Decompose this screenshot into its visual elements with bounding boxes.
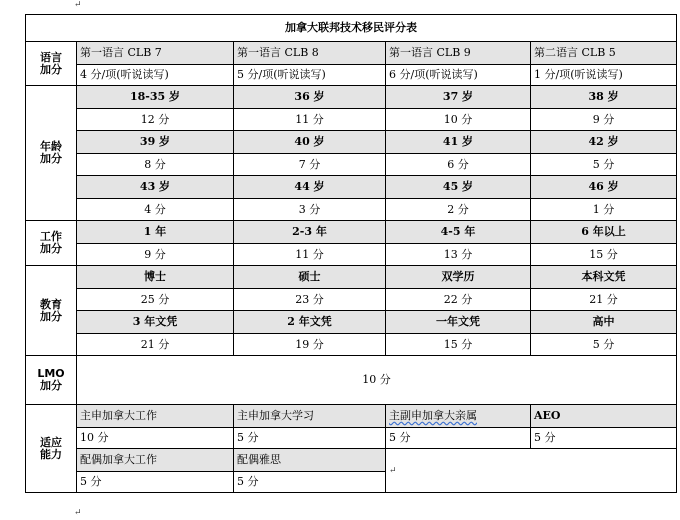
adaptability-score-cell: 5 分 [386, 428, 531, 449]
work-years-cell: 2-3 年 [234, 221, 386, 244]
age-label-line2: 加分 [40, 152, 62, 165]
paragraph-mark-cell: ↵ [389, 466, 397, 476]
age-cell: 41 岁 [386, 131, 531, 154]
language-label-line1: 语言 [40, 50, 62, 64]
age-score-cell: 12 分 [77, 109, 234, 131]
adaptability-item-cell: 配偶雅思 [234, 449, 386, 472]
adaptability-item-cell: 主申加拿大学习 [234, 405, 386, 428]
work-label-line2: 加分 [40, 242, 62, 255]
age-score-cell: 5 分 [531, 154, 677, 176]
adaptability-score-cell: 5 分 [234, 472, 386, 493]
education-score-cell: 21 分 [77, 334, 234, 356]
age-cell: 37 岁 [386, 86, 531, 109]
adaptability-label [26, 405, 77, 493]
work-label-line1: 工作 [40, 230, 62, 243]
age-cell: 45 岁 [386, 176, 531, 199]
score-table [25, 14, 677, 493]
education-score-cell: 23 分 [234, 289, 386, 311]
adaptability-score-cell: 10 分 [77, 428, 234, 449]
adaptability-item-cell [386, 405, 531, 428]
work-score-cell: 15 分 [531, 244, 677, 266]
lmo-label [26, 356, 77, 405]
language-label-line2: 加分 [40, 62, 62, 76]
age-score-cell: 6 分 [386, 154, 531, 176]
lmo-score-cell: 10 分 [77, 356, 677, 405]
education-level-cell: 2 年文凭 [234, 311, 386, 334]
age-cell: 46 岁 [531, 176, 677, 199]
education-score-cell: 22 分 [386, 289, 531, 311]
adaptability-item-cell: 配偶加拿大工作 [77, 449, 234, 472]
age-score-cell: 4 分 [77, 199, 234, 221]
work-years-cell: 4-5 年 [386, 221, 531, 244]
age-cell: 42 岁 [531, 131, 677, 154]
language-header-cell: 第一语言 CLB 8 [234, 42, 386, 65]
adaptability-item-cell: 主申加拿大工作 [77, 405, 234, 428]
education-label-line2: 加分 [40, 309, 62, 323]
age-score-cell: 3 分 [234, 199, 386, 221]
adaptability-empty-cell [386, 449, 677, 493]
age-score-cell: 7 分 [234, 154, 386, 176]
adaptability-item-text: 主副申加拿大亲属 [389, 409, 477, 422]
age-cell: 39 岁 [77, 131, 234, 154]
education-score-cell: 19 分 [234, 334, 386, 356]
age-score-cell: 10 分 [386, 109, 531, 131]
education-label-line1: 教育 [40, 297, 62, 311]
language-header-cell: 第二语言 CLB 5 [531, 42, 677, 65]
education-score-cell: 25 分 [77, 289, 234, 311]
work-years-cell: 1 年 [77, 221, 234, 244]
work-years-cell: 6 年以上 [531, 221, 677, 244]
language-header-cell: 第一语言 CLB 9 [386, 42, 531, 65]
language-score-cell: 1 分/项(听说读写) [531, 65, 677, 86]
paragraph-mark-bottom: ↵ [74, 508, 82, 518]
work-score-cell: 11 分 [234, 244, 386, 266]
adaptability-score-cell: 5 分 [77, 472, 234, 493]
education-level-cell: 本科文凭 [531, 266, 677, 289]
age-cell: 36 岁 [234, 86, 386, 109]
age-cell: 18-35 岁 [77, 86, 234, 109]
adaptability-label-line1: 适应 [40, 435, 62, 449]
paragraph-mark-top: ↵ [74, 0, 82, 10]
table-title: 加拿大联邦技术移民评分表 [26, 15, 677, 42]
age-score-cell: 11 分 [234, 109, 386, 131]
adaptability-item-cell: AEO [531, 405, 677, 428]
education-level-cell: 一年文凭 [386, 311, 531, 334]
lmo-label-line1: LMO [37, 367, 65, 380]
education-level-cell: 3 年文凭 [77, 311, 234, 334]
education-score-cell: 5 分 [531, 334, 677, 356]
age-score-cell: 2 分 [386, 199, 531, 221]
adaptability-score-cell: 5 分 [234, 428, 386, 449]
education-score-cell: 15 分 [386, 334, 531, 356]
education-level-cell: 双学历 [386, 266, 531, 289]
language-label [26, 42, 77, 86]
work-score-cell: 13 分 [386, 244, 531, 266]
age-label [26, 86, 77, 221]
education-score-cell: 21 分 [531, 289, 677, 311]
language-header-cell: 第一语言 CLB 7 [77, 42, 234, 65]
age-cell: 44 岁 [234, 176, 386, 199]
age-score-cell: 9 分 [531, 109, 677, 131]
age-score-cell: 1 分 [531, 199, 677, 221]
age-label-line1: 年龄 [40, 140, 62, 153]
lmo-label-line2: 加分 [40, 379, 62, 392]
work-label [26, 221, 77, 266]
language-score-cell: 6 分/项(听说读写) [386, 65, 531, 86]
adaptability-label-line2: 能力 [40, 447, 62, 461]
education-level-cell: 硕士 [234, 266, 386, 289]
adaptability-score-cell: 5 分 [531, 428, 677, 449]
age-score-cell: 8 分 [77, 154, 234, 176]
age-cell: 40 岁 [234, 131, 386, 154]
language-score-cell: 4 分/项(听说读写) [77, 65, 234, 86]
education-level-cell: 高中 [531, 311, 677, 334]
education-label [26, 266, 77, 356]
language-score-cell: 5 分/项(听说读写) [234, 65, 386, 86]
work-score-cell: 9 分 [77, 244, 234, 266]
education-level-cell: 博士 [77, 266, 234, 289]
age-cell: 38 岁 [531, 86, 677, 109]
age-cell: 43 岁 [77, 176, 234, 199]
